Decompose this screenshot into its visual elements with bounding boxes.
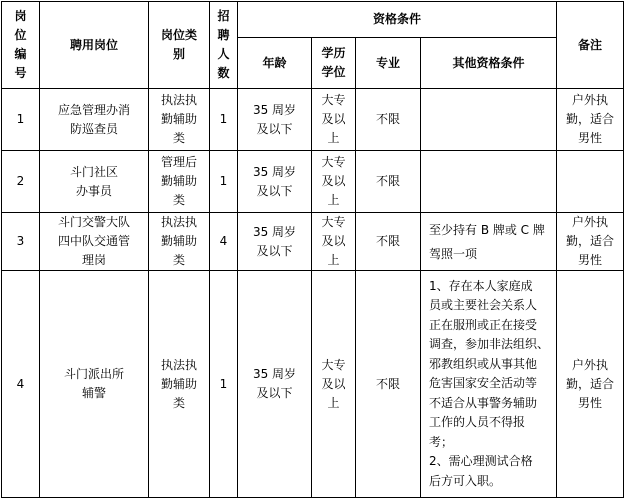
- row-remark: 户外执 勤，适合 男性: [557, 89, 624, 151]
- row-age: 35 周岁 及以下: [238, 271, 312, 498]
- row-age: 35 周岁 及以下: [238, 89, 312, 151]
- header-post: 聘用岗位: [40, 2, 149, 89]
- row-post: 斗门交警大队 四中队交通管 理岗: [40, 213, 149, 271]
- row-education: 大专 及以 上: [312, 271, 356, 498]
- header-category: 岗位类 别: [149, 2, 210, 89]
- row-major: 不限: [356, 213, 421, 271]
- row-count: 4: [210, 213, 238, 271]
- row-count: 1: [210, 271, 238, 498]
- row-category: 管理后 勤辅助 类: [149, 151, 210, 213]
- row-major: 不限: [356, 89, 421, 151]
- table-row: [2, 213, 624, 271]
- row-id: 3: [2, 213, 40, 271]
- row-category: 执法执 勤辅助 类: [149, 213, 210, 271]
- header-major: 专业: [356, 38, 421, 89]
- table-row: [2, 151, 624, 213]
- row-remark: [557, 151, 624, 213]
- header-age: 年龄: [238, 38, 312, 89]
- row-major: 不限: [356, 271, 421, 498]
- row-remark: 户外执 勤，适合 男性: [557, 213, 624, 271]
- row-post: 应急管理办消 防巡查员: [40, 89, 149, 151]
- row-other: [421, 89, 557, 151]
- row-count: 1: [210, 151, 238, 213]
- table-row: [2, 271, 624, 498]
- table-row: [2, 89, 624, 151]
- row-age: 35 周岁 及以下: [238, 213, 312, 271]
- row-category: 执法执 勤辅助 类: [149, 89, 210, 151]
- header-other: 其他资格条件: [421, 38, 557, 89]
- row-count: 1: [210, 89, 238, 151]
- row-remark: 户外执 勤，适合 男性: [557, 271, 624, 498]
- header-count: 招 聘 人 数: [210, 2, 238, 89]
- row-age: 35 周岁 及以下: [238, 151, 312, 213]
- row-post: 斗门派出所 辅警: [40, 271, 149, 498]
- header-education: 学历 学位: [312, 38, 356, 89]
- row-education: 大专 及以 上: [312, 151, 356, 213]
- row-other: [421, 151, 557, 213]
- row-other: 1、存在本人家庭成 员或主要社会关系人 正在服刑或正在接受 调查，参加非法组织、 邪教组织或从事其他 危害国家安全活动等 不适合从事警务辅助 工作的人员不得报 考； 2、需心理测试合格 后方可入职。: [421, 271, 557, 498]
- row-category: 执法执 勤辅助 类: [149, 271, 210, 498]
- row-education: 大专 及以 上: [312, 89, 356, 151]
- row-major: 不限: [356, 151, 421, 213]
- header-remark: 备注: [557, 2, 624, 89]
- recruitment-table: [1, 1, 624, 498]
- row-other: 至少持有 B 牌或 C 牌 驾照一项: [421, 213, 557, 271]
- row-education: 大专 及以 上: [312, 213, 356, 271]
- header-id: 岗 位 编 号: [2, 2, 40, 89]
- header-qualification: 资格条件: [238, 2, 557, 38]
- row-id: 2: [2, 151, 40, 213]
- row-id: 4: [2, 271, 40, 498]
- row-post: 斗门社区 办事员: [40, 151, 149, 213]
- row-id: 1: [2, 89, 40, 151]
